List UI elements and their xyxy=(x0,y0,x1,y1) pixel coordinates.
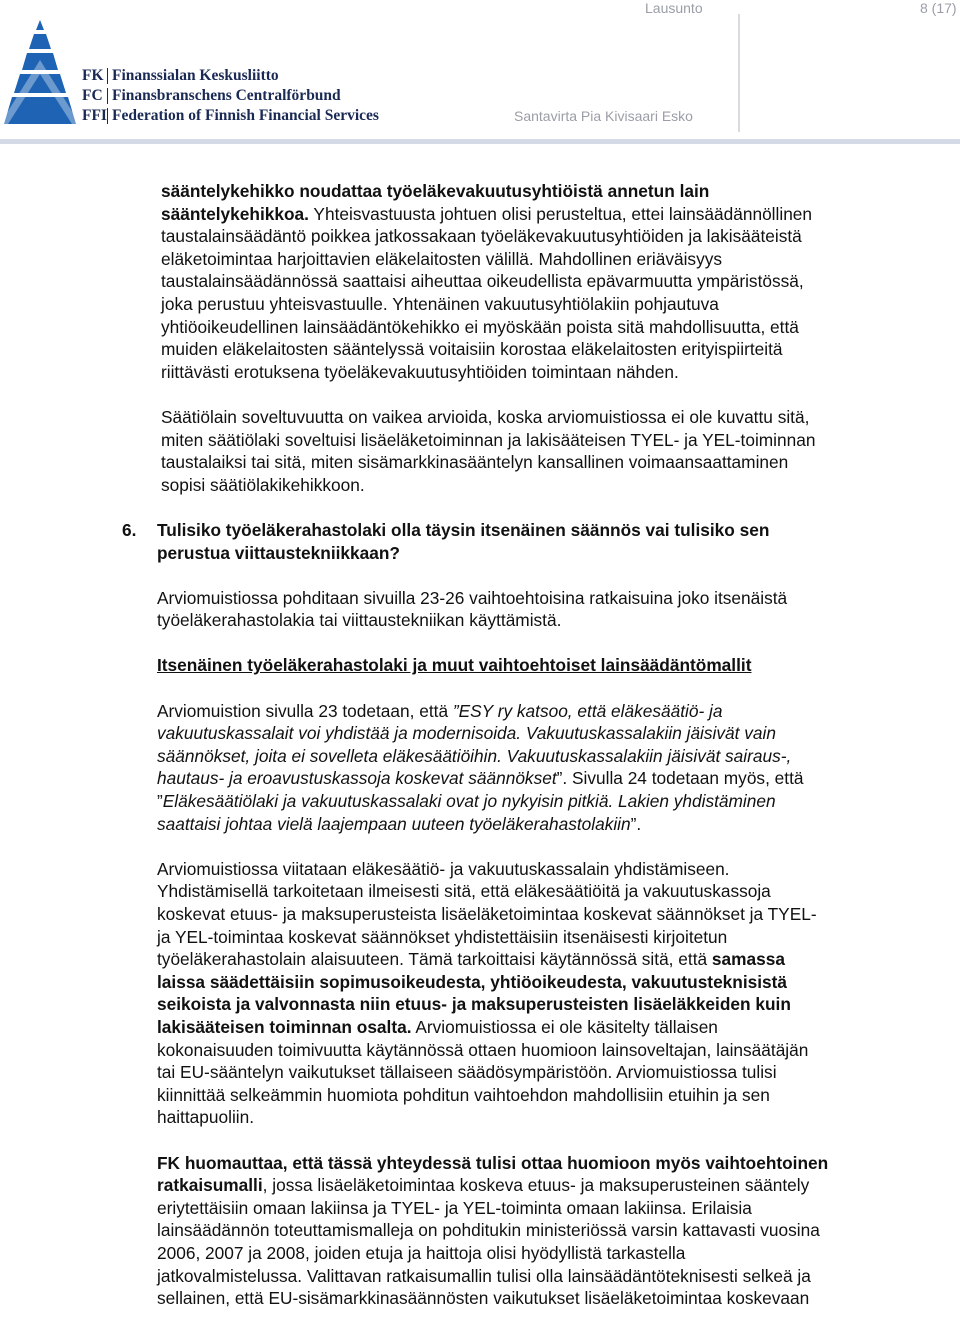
text-segment: sääntelykehikkoa. xyxy=(161,203,309,224)
paragraph-1 xyxy=(0,180,951,383)
text-line xyxy=(157,948,952,971)
page-number: 8 (17) xyxy=(920,0,957,16)
text-segment: ”. Sivulla 24 todetaan myös, että xyxy=(556,768,804,789)
header-divider xyxy=(738,14,740,132)
org-separator xyxy=(107,68,108,84)
quote-segment: ”ESY ry katsoo, että eläkesäätiö- ja xyxy=(452,700,723,721)
text-line: haittapuoliin. xyxy=(157,1107,255,1128)
text-line xyxy=(157,767,952,790)
text-line: riittävästi erotuksena työeläkevakuutusyhtiöiden toimintaan nähden. xyxy=(161,361,679,382)
text-segment: eläketoimintaa harjoittavien eläkelaitosten välillä. xyxy=(161,248,534,269)
section-subheading xyxy=(0,654,952,677)
authors: Santavirta Pia Kivisaari Esko xyxy=(514,108,693,124)
text-line: Arviomuistiossa pohditaan sivuilla 23-26 vaihtoehtoisina ratkaisuina joko itsenäistä xyxy=(157,587,788,608)
text-line: taustalainsäädäntö poikkea jatkossakaan työeläkevakuutusyhtiöiden ja lakisääteistä xyxy=(161,226,802,247)
org-line-ffi xyxy=(82,106,379,126)
paragraph-4 xyxy=(0,700,952,836)
quote-line: säännökset, joita ei sovelleta eläkesäätiöihin. Vakuutuskassalakiin jäisivät sairaus-, xyxy=(157,745,792,766)
text-line xyxy=(157,1016,952,1039)
org-separator xyxy=(107,108,108,124)
text-line xyxy=(157,813,952,836)
text-line: työeläkerahastolakia tai viittaustekniikan käyttämistä. xyxy=(157,610,562,631)
text-line: tai EU-sääntelyn vaikutukset tällaiseen säädösympäristöön. Arviomuistiossa tulisi xyxy=(157,1062,777,1083)
page-header xyxy=(0,0,960,146)
org-line-fc xyxy=(82,86,379,106)
quote-line: vakuutuskassalait voi yhdistää ja modernisoida. Vakuutuskassalakiin jäisivät vain xyxy=(157,723,776,744)
org-abbr: FC xyxy=(82,87,103,104)
question-number: 6. xyxy=(122,519,137,540)
org-abbr: FK xyxy=(82,67,104,84)
org-line-fk xyxy=(82,66,379,86)
text-line: muiden eläkelaitosten sääntelyssä voitaisiin korostaa eläkelaitosten erityispiirteitä xyxy=(161,339,783,360)
text-segment: Mahdollinen eriäväisyys xyxy=(533,248,722,269)
text-line: kokonaisuuden toimivuutta käytännössä ottaen huomioon lainsoveltajan, lainsäätäjän xyxy=(157,1039,809,1060)
text-segment: , jossa lisäeläketoimintaa koskeva etuus- ja maksuperusteinen sääntely xyxy=(262,1175,810,1196)
text-segment: samassa xyxy=(711,949,785,970)
text-line: koskevat etuus- ja maksuperusteista lisäeläketoimintaa koskevat säännökset ja TYEL- xyxy=(157,904,817,924)
org-name: Finansbranschens Centralförbund xyxy=(112,87,341,104)
paragraph-3 xyxy=(0,587,952,632)
question-text-line: Tulisiko työeläkerahastolaki olla täysin itsenäinen säännös vai tulisiko sen xyxy=(157,519,770,540)
text-line: sopisi säätiölakikehikkoon. xyxy=(161,474,365,495)
document-body xyxy=(0,180,960,1332)
text-line: Säätiölain soveltuvuutta on vaikea arvioida, koska arviomuistiossa ei ole kuvattu sitä, xyxy=(161,406,810,427)
text-line xyxy=(161,293,951,316)
text-line: 2006, 2007 ja 2008, joiden etuja ja haittoja olisi hyödyllistä tarkastella xyxy=(157,1242,686,1263)
text-line: jatkovalmistelussa. Valittavan ratkaisumallin tulisi olla lainsäädäntöteknisesti selkeä ja xyxy=(157,1265,811,1286)
text-line: ja YEL-toimintaa koskevat säännökset yhdistettäisiin itsenäisesti kirjoitetun xyxy=(157,926,728,947)
text-segment: ratkaisumalli xyxy=(157,1175,263,1196)
quote-segment: Eläkesäätiölaki ja vakuutuskassalaki ovat jo nykyisin pitkiä. Lakien yhdistäminen xyxy=(162,791,776,812)
document-type: Lausunto xyxy=(645,0,703,16)
text-line: eriytettäisiin omaan lakiinsa ja TYEL- ja YEL-toiminta omaan lakiinsa. Erilaisia xyxy=(157,1197,752,1218)
header-rule xyxy=(0,139,960,144)
text-line: kiinnittää selkeämmin huomiota pohditun vaihtoehdon mahdollisiin etuihin ja sen xyxy=(157,1084,770,1105)
org-separator xyxy=(107,88,108,104)
text-segment: ” xyxy=(157,791,163,812)
text-line xyxy=(157,700,952,723)
text-line xyxy=(157,790,952,813)
paragraph-5 xyxy=(0,858,952,1129)
quote-segment: saattaisi johtaa vielä laajempaan uuteen työeläkerahastolakiin xyxy=(157,813,631,834)
paragraph-2 xyxy=(0,406,951,496)
text-line: taustalainsäädännössä saattaisi aiheuttaa oikeudellista epävarmuutta ympäristössä, xyxy=(161,271,804,292)
org-name: Federation of Finnish Financial Services xyxy=(112,107,379,124)
text-segment: työeläkerahastolain alaisuuteen. Tämä tarkoittaisi käytännössä sitä, että xyxy=(157,949,712,970)
text-segment: lakisääteisen toiminnan osalta. xyxy=(157,1016,412,1037)
text-line: seikoista ja valvonnasta niin etuus- ja maksuperusteisten lisäeläkkeiden kuin xyxy=(157,994,791,1015)
text-segment: ”. xyxy=(630,813,642,834)
text-line: lainsäädännön toteuttamismalleja on pohditukin ministeriössä varsin kattavasti vuosina xyxy=(157,1220,820,1241)
text-line: Yhdistämisellä tarkoitetaan ilmeisesti sitä, että eläkesäätiöitä ja vakuutuskassoja xyxy=(157,881,771,902)
text-line: miten säätiölaki soveltuisi lisäeläketoiminnan ja lakisääteisen TYEL- ja YEL-toiminnan xyxy=(161,429,816,450)
text-line: sääntelykehikko noudattaa työeläkevakuutusyhtiöistä annetun lain xyxy=(161,181,710,201)
text-segment: Yhteisvastuusta johtuen olisi perusteltua, ettei lainsäädännöllinen xyxy=(308,203,813,224)
text-line: taustalaiksi tai sitä, miten sisämarkkinasääntelyn kansallinen voimaansaattaminen xyxy=(161,452,789,473)
text-line: sellainen, että EU-sisämarkkinasäännösten vaikutukset lisäeläketoimintaa koskevaan xyxy=(157,1288,810,1309)
subheading-text: Itsenäinen työeläkerahastolaki ja muut vaihtoehtoiset lainsäädäntömallit xyxy=(157,655,752,676)
text-line: Arviomuistiossa viitataan eläkesäätiö- ja vakuutuskassalain yhdistämiseen. xyxy=(157,858,730,879)
org-abbr: FFI xyxy=(82,107,107,124)
paragraph-6 xyxy=(0,1152,952,1310)
organization-names xyxy=(82,66,379,126)
text-segment: Arviomuistion sivulla 23 todetaan, että xyxy=(157,700,453,721)
text-line: yhtiöoikeudellinen lainsäädäntökehikko ei myöskään poista sitä mahdollisuutta, että xyxy=(161,316,799,337)
text-line xyxy=(161,203,951,226)
text-line xyxy=(161,248,951,271)
text-line: FK huomauttaa, että tässä yhteydessä tulisi ottaa huomioon myös vaihtoehtoinen xyxy=(157,1152,829,1173)
text-segment: joka perustuu yhteisvastuulle. xyxy=(161,293,388,314)
text-segment: Yhtenäinen vakuutusyhtiölakiin pohjautuva xyxy=(387,293,719,314)
text-segment: Arviomuistiossa ei ole käsitelty tällaisen xyxy=(411,1016,718,1037)
question-text-line: perustua viittaustekniikkaan? xyxy=(157,542,400,563)
org-name: Finanssialan Keskusliitto xyxy=(112,67,279,84)
text-line xyxy=(157,1174,952,1197)
ffi-logo-icon xyxy=(0,20,80,126)
text-line: laissa säädettäisiin sopimusoikeudesta, yhtiöoikeudesta, vakuutusteknisistä xyxy=(157,971,788,992)
quote-segment: hautaus- ja eroavustuskassoja koskevat säännökset xyxy=(157,768,557,789)
question-6 xyxy=(0,519,960,564)
